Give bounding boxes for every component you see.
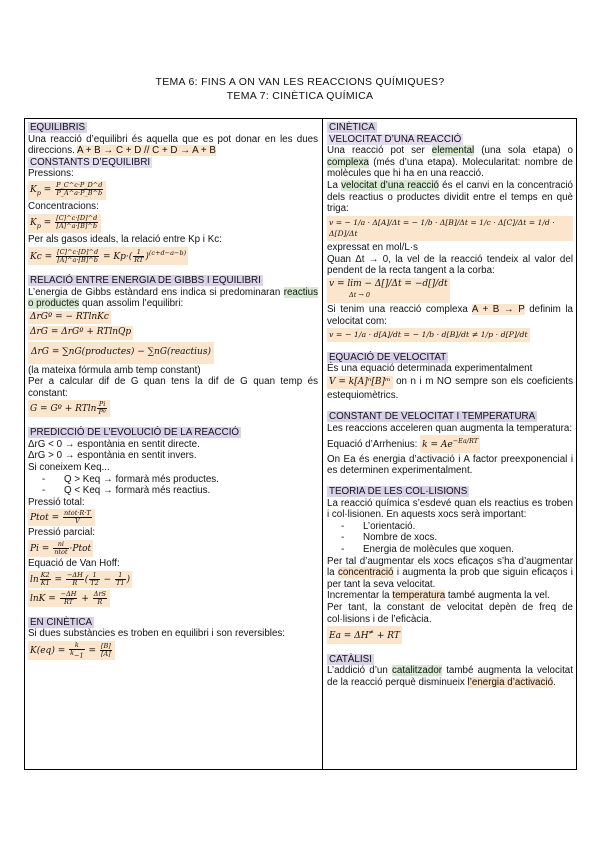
section-equacio (327, 352, 573, 402)
heading-equacio: EQUACIÓ DE VELOCITAT (329, 351, 447, 363)
teoria-text1: La reacció química s’esdevé quan els reactius es troben i col·lisionen. En aquests xocs serà important: (327, 497, 573, 521)
heading-en-cinetica: EN CINÈTICA (30, 616, 93, 628)
teoria-text4: Per tant, la constant de velocitat depèn de freq de col·lisions i de l’eficàcia. (327, 601, 573, 625)
gibbs-eq1: ΔrGº = − RTlnKc (28, 311, 111, 325)
list-item: - Q > Keq → formarà més productes. (64, 474, 318, 486)
equacio-text1: És una equació determinada experimentalment (327, 363, 533, 375)
content-table (24, 118, 577, 770)
heading-catalisi: CATÀLISI (329, 653, 372, 665)
section-catalisi: CATÀLISI L’addició d’un catalitzador també augmenta la velocitat de la reacció perquè disminueix l’energia d’activació. (327, 653, 573, 688)
kp-formula: $K_p$ = $\frac{P\_C\^{}c\cdot P\_D\^{}d}{P\_A\^{}a\cdot P\_B\^{}b}$ (28, 181, 106, 200)
velocity-eq3: v = − 1/a · d[A]/dt = − 1/b · d[B]/dt ≠ 1/p · d[P]/dt (327, 328, 530, 342)
ptot-formula: Ptot = $\frac{\text{ntot·R·T}}{V}$ (28, 509, 95, 526)
section-equilibris (28, 122, 318, 266)
gibbs-eq4: G = Gº + RTln $\frac{Pi}{\text{Pº}}$ (28, 400, 110, 417)
kc-kp-relation: Kc = $\frac{[C]\^{}c\cdot[D]\^{}d}{[A]\^{}a\cdot[B]\^{}b}$ = Kp·( $\frac{1}{RT}$ )$^{(c+d-a-b)}$ (30, 247, 187, 264)
label-concentracions: Concentracions: (28, 201, 99, 213)
pparc-label: Pressió parcial: (28, 527, 95, 539)
ea-eq: Ea = ΔH≠ + RT (327, 626, 402, 644)
heading-constants: CONSTANTS D’EQUILIBRI (30, 156, 151, 168)
gibbs-text-post: quan assolim l’equilibri: (81, 298, 184, 310)
list-item: - Nombre de xocs. (363, 532, 573, 544)
equilibris-text: Una reacció d’equilibri és aquella que es pot donar en les dues direccions. (28, 133, 318, 157)
list-item: - Q < Keq → formarà més reactius. (64, 485, 318, 497)
prediccio-l3: Si coneixem Keq... (28, 462, 110, 474)
pi-formula: Pi = $\frac{ni}{\text{ntot}}$ ·Ptot (30, 540, 92, 557)
ptot-label: Pressió total: (28, 496, 85, 508)
hl-elemental: elemental (431, 145, 475, 157)
constant-text1: Les reaccions acceleren quan augmenta la temperatura: (327, 422, 573, 434)
section-teoria: TEORIA DE LES COL·LISIONS La reacció química s’esdevé quan els reactius es troben i col·lisionen. En aquests xocs serà important: - L’orientació. - Nombre de xocs. - Energia de molècules que xoquen. Per tal d’augmentar els xocs eficaços s’ha d’augmentar la concentració i augmenta la prob que siguin eficaços i per tant la seva velocitat. Incrementar la temperatura també augmenta la vel. Per tant, la constant de velocitat depèn de freq de col·lisions i de l’eficàcia. Ea = ΔH≠ + RT (327, 486, 573, 645)
section-constant: CONSTANT DE VELOCITAT I TEMPERATURA Les reaccions acceleren quan augmenta la temperatura: Equació d’Arrhenius: $k = Ae^{-Ea/RT}$ On Ea és energia d’activació i A factor preexponencial i es determinen experimentalment. (327, 411, 573, 477)
prediccio-l1: ΔrG < 0 → espontània en sentit directe. (28, 438, 200, 450)
constant-text2: On Ea és energia d’activació i A factor preexponencial i es determinen experimentalment. (327, 453, 573, 477)
vanhoff-eq1: ln $\frac{K2}{K1}$ = $\frac{-\Delta H}{R}$ ( $\frac{1}{T2}$ − $\frac{1}{T1}$ ) (30, 570, 131, 587)
keq-formula: K(eq) = $\frac{k}{k_{-1}}$ = $\frac{[B]}{[A]}$ (28, 641, 115, 660)
gasos-text: Per als gasos ideals, la relació entre Kp i Kc: (28, 234, 222, 246)
gibbs-text-pre: L’energia de Gibbs estàndard ens indica si predominaran (28, 286, 281, 298)
section-gibbs (28, 275, 318, 418)
heading-cinetica: CINÈTICA (329, 122, 375, 133)
section-prediccio (28, 427, 318, 607)
label-pressions: Pressions: (28, 168, 74, 180)
heading-prediccio: PREDICCIÓ DE L’EVOLUCIÓ DE LA REACCIÓ (30, 427, 240, 439)
prediccio-l2: ΔrG > 0 → espontània en sentit invers. (28, 450, 197, 462)
gibbs-note: (la mateixa fórmula amb temp constant) (28, 364, 201, 376)
page-title-tema6: TEMA 6: FINS A ON VAN LES REACCIONS QUÍMIQUES? (155, 76, 445, 88)
hl-temperatura: temperatura (392, 590, 446, 602)
hl-catalitzador: catalitzador (391, 665, 443, 677)
arrhenius-eq: $k = Ae^{-Ea/RT}$ (420, 435, 480, 453)
gibbs-eq3: ΔrG = ∑nG(productes) − ∑nG(reactius) (28, 342, 214, 364)
gibbs-eq2: ΔrG = ΔrGº + RTlnQp (28, 326, 133, 340)
vanhoff-eq2: lnK = $\frac{-\Delta H}{RT}$ + $\frac{\text{ΔrS}}{R}$ (28, 590, 110, 607)
heading-equilibris: EQUILIBRIS (30, 122, 85, 133)
left-column (28, 122, 318, 661)
velocity-eq1: v = − 1/a · Δ[A]/Δt = − 1/b · Δ[B]/Δt = 1/c · Δ[C]/Δt = 1/d · Δ[D]/Δt (327, 216, 573, 241)
right-column (327, 122, 573, 689)
column-divider (322, 119, 323, 769)
heading-gibbs: RELACIÓ ENTRE ENERGIA DE GIBBS I EQUILIBRI (30, 274, 261, 286)
heading-constant: CONSTANT DE VELOCITAT I TEMPERATURA (329, 411, 536, 423)
vanhoff-label: Equació de Van Hoff: (28, 558, 120, 570)
gibbs-text-highlight: reactius o productes (28, 286, 318, 310)
kc-formula: $K_p$ = $\frac{[C]\^{}c\cdot[D]\^{}d}{[A]\^{}a\cdot[B]\^{}b}$ (28, 214, 101, 233)
en-cinetica-text: Si dues substàncies es troben en equilibri i son reversibles: (28, 628, 286, 640)
equilibris-example: A + B → C + D // C + D → A + B (77, 145, 216, 157)
hl-energia: l’energia d’activació (467, 676, 554, 688)
hl-reaction: A + B → P (471, 303, 525, 315)
heading-velocitat: VELOCITAT D’UNA REACCIÓ (329, 133, 462, 145)
gibbs-text2: Per a calcular dif de G quan tens la dif de G quan temp és constant: (28, 376, 318, 399)
section-cinetica: CINÈTICA VELOCITAT D’UNA REACCIÓ Una reacció pot ser elemental (una sola etapa) o complexa (més d’una etapa). Molecularitat: nombre de molècules que hi ha en una reacció. La velocitat d’una reacció és el canvi en la concentració dels reactius o productes dividit entre el temps en què triga: v = − 1/a · Δ[A]/Δt = − 1/b · Δ[B]/Δt = 1/c · Δ[C]/Δt = 1/d · Δ[D]/Δt expressat en mol/L·s Quan Δt → 0, la vel de la reacció tendeix al valor del pendent de la recta tangent a la corba: v = lim − Δ[]/Δt = −d[]/dt Δt → 0 Si tenim una reacció complexa A + B → P definim la velocitat com: v = − 1/a · d[A]/dt = − 1/b · d[B]/dt ≠ 1/p · d[P]/dt (327, 122, 573, 343)
units-text: expressat en mol/L·s (327, 241, 418, 253)
hl-concentracio: concentració (337, 567, 394, 579)
list-item: - Energia de molècules que xoquen. (363, 544, 573, 556)
hl-complexa: complexa (327, 156, 369, 168)
section-en-cinetica (28, 617, 318, 661)
equacio-text2: on n i m NO sempre son els coeficients estequiomètrics. (327, 375, 573, 402)
limit-text: Quan Δt → 0, la vel de la reacció tendeix al valor del pendent de la recta tangent a la corba: (327, 253, 573, 277)
hl-velocitat: velocitat d’una reacció (341, 179, 439, 191)
page-title-tema7: TEMA 7: CINÈTICA QUÍMICA (226, 90, 374, 102)
velocity-eq2: v = lim − Δ[]/Δt = −d[]/dt Δt → 0 (327, 278, 450, 303)
list-item: - L’orientació. (363, 521, 573, 533)
rate-eq: V = k[A]ⁿ[B]ᵐ (327, 376, 393, 390)
heading-teoria: TEORIA DE LES COL·LISIONS (329, 486, 468, 498)
